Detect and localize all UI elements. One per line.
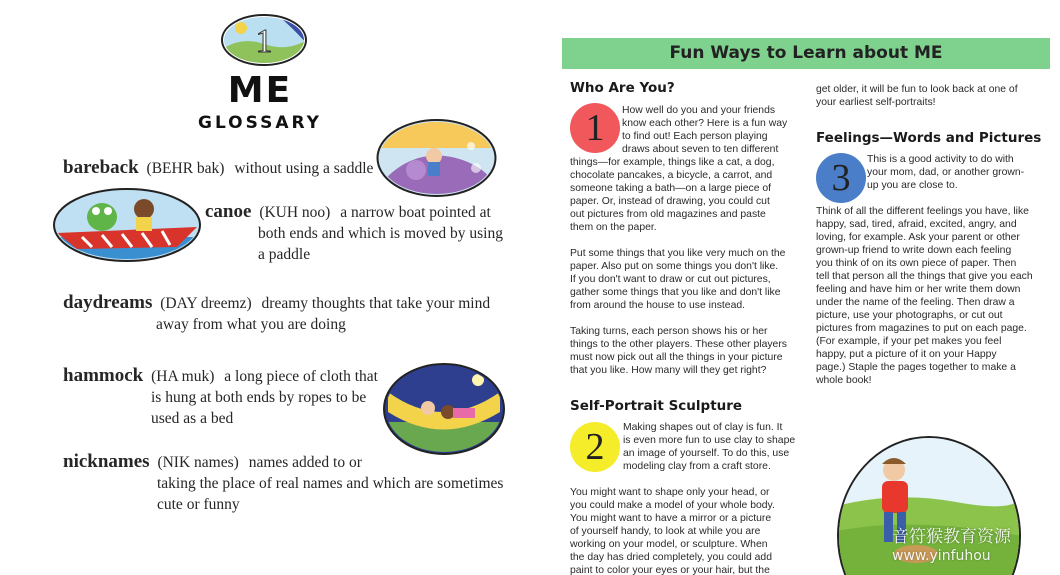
paragraph-line: your mom, dad, or another grown- bbox=[867, 167, 1025, 178]
paragraph-line: happy, put a picture of it on your Happy bbox=[816, 349, 997, 360]
glossary-term: nicknames bbox=[63, 451, 150, 472]
glossary-term: daydreams bbox=[63, 292, 153, 313]
glossary-definition: away from what you are doing bbox=[156, 316, 346, 333]
section-1-body bbox=[570, 156, 798, 377]
glossary-definition: without using a saddle bbox=[234, 160, 374, 177]
step-number-2: 2 bbox=[570, 422, 620, 472]
paragraph-line: working on your model, or sculpture. When bbox=[570, 539, 768, 550]
section-2-body bbox=[570, 486, 798, 575]
glossary-pronunciation: (KUH noo) bbox=[259, 204, 331, 221]
paragraph-line: page.) Staple the pages together to make a bbox=[816, 362, 1016, 373]
paragraph-line: feeling and have him or her write them down bbox=[816, 284, 1021, 295]
section-1-intro bbox=[622, 104, 797, 156]
paragraph-line: You might want to shape only your head, or bbox=[570, 487, 770, 498]
paragraph-line: from around the house to use instead. bbox=[570, 300, 746, 311]
paragraph-line: grown-up friend to write down each feeling bbox=[816, 245, 1012, 256]
glossary-heading: GLOSSARY bbox=[198, 113, 322, 133]
glossary-definition: cute or funny bbox=[157, 496, 240, 513]
paragraph-line: the day has dried completely, you could add bbox=[570, 552, 772, 563]
glossary-definition: a long piece of cloth that bbox=[224, 368, 378, 385]
canoe-illustration bbox=[52, 187, 202, 263]
section-title: Feelings—Words and Pictures bbox=[816, 130, 1042, 146]
section-feelings bbox=[816, 132, 1046, 145]
paragraph-line: that you like. How many will they get right? bbox=[570, 365, 767, 376]
paragraph-line: paper. Also put on some things you don't like. bbox=[570, 261, 779, 272]
glossary-definition: taking the place of real names and which are sometimes bbox=[157, 475, 504, 492]
glossary-entry-daydreams bbox=[63, 292, 523, 335]
glossary-pronunciation: (DAY dreemz) bbox=[160, 295, 252, 312]
glossary-page-title: ME bbox=[227, 70, 293, 111]
paragraph-line: If you don't want to draw or cut out pictures, bbox=[570, 274, 771, 285]
paragraph-line: up you are close to. bbox=[867, 180, 958, 191]
paragraph-line: paper. Or, instead of drawing, you could cut bbox=[570, 196, 770, 207]
paragraph-line: of yourself handy, to look at while you are bbox=[570, 526, 761, 537]
paragraph-line: chocolate pancakes, a bicycle, a carrot, and bbox=[570, 170, 773, 181]
right-page bbox=[530, 0, 1060, 575]
glossary-entry-hammock bbox=[63, 365, 393, 429]
glossary-entry-canoe bbox=[205, 201, 525, 265]
paragraph-line: Making shapes out of clay is fun. It bbox=[623, 422, 783, 433]
glossary-term: bareback bbox=[63, 157, 139, 178]
step-number-1: 1 bbox=[570, 103, 620, 153]
section-title: Who Are You? bbox=[570, 80, 675, 96]
paragraph-line: Think of all the different feelings you have, like bbox=[816, 206, 1029, 217]
paragraph-line: This is a good activity to do with bbox=[867, 154, 1014, 165]
glossary-pronunciation: (NIK names) bbox=[157, 454, 239, 471]
glossary-definition: names added to or bbox=[248, 454, 362, 471]
paragraph-line: is even more fun to use clay to shape bbox=[623, 435, 796, 446]
paragraph-line: gather some things that you like and don't like bbox=[570, 287, 781, 298]
glossary-definition: used as a bed bbox=[151, 410, 234, 427]
paragraph-line: whole book! bbox=[816, 375, 872, 386]
paragraph-line: paint to color your eyes or your hair, but the bbox=[570, 565, 770, 575]
paragraph-line: an image of yourself. To do this, use bbox=[623, 448, 790, 459]
section-3-body bbox=[816, 205, 1050, 387]
section-self-portrait-sculpture bbox=[570, 400, 795, 413]
paragraph-line: under the name of the feeling. Then draw a bbox=[816, 297, 1015, 308]
watermark-text: 音符猴教育资源 bbox=[892, 527, 1011, 547]
paragraph-line: How well do you and your friends bbox=[622, 105, 776, 116]
activities-header-title: Fun Ways to Learn about ME bbox=[669, 43, 943, 63]
paragraph-line: things—for example, things like a cat, a dog, bbox=[570, 157, 775, 168]
section-title: Self-Portrait Sculpture bbox=[570, 398, 743, 414]
glossary-definition: a narrow boat pointed at bbox=[340, 204, 491, 221]
boy-on-elephant-illustration bbox=[376, 118, 497, 198]
paragraph-line: someone taking a bath—on a large piece of bbox=[570, 183, 772, 194]
section-2-continuation bbox=[816, 83, 1046, 109]
section-3-intro bbox=[867, 153, 1047, 192]
glossary-definition: both ends and which is moved by using bbox=[258, 225, 503, 242]
glossary-term: canoe bbox=[205, 201, 252, 222]
paragraph-line: your earliest self-portraits! bbox=[816, 97, 936, 108]
section-who-are-you bbox=[570, 82, 795, 95]
paragraph-line: happy, sad, tired, afraid, excited, angry, and bbox=[816, 219, 1017, 230]
section-2-intro bbox=[623, 421, 798, 473]
paragraph-line: them on the paper. bbox=[570, 222, 657, 233]
glossary-term: hammock bbox=[63, 365, 144, 386]
glossary-pronunciation: (BEHR bak) bbox=[146, 160, 225, 177]
step-number-3: 3 bbox=[816, 153, 866, 203]
paragraph-line: get older, it will be fun to look back at one of bbox=[816, 84, 1018, 95]
glossary-entry-bareback bbox=[63, 157, 383, 179]
paragraph-line: (For example, if your pet makes you feel bbox=[816, 336, 1002, 347]
paragraph-line: modeling clay from a craft store. bbox=[623, 461, 771, 472]
glossary-entry-nicknames bbox=[63, 451, 523, 515]
paragraph-line: draws about seven to ten different bbox=[622, 144, 779, 155]
paragraph-line: You might want to have a mirror or a picture bbox=[570, 513, 772, 524]
glossary-pronunciation: (HA muk) bbox=[151, 368, 215, 385]
chapter-number: 1 bbox=[255, 23, 273, 60]
paragraph-line: Taking turns, each person shows his or her bbox=[570, 326, 768, 337]
paragraph-line: you could make a model of your whole body. bbox=[570, 500, 775, 511]
glossary-definition: a paddle bbox=[258, 246, 311, 263]
paragraph-line: pictures from magazines to put on each page. bbox=[816, 323, 1027, 334]
glossary-definition: is hung at both ends by ropes to be bbox=[151, 389, 367, 406]
paragraph-line: picture, use your photographs, or cut out bbox=[816, 310, 1003, 321]
paragraph-line: you think of on its own piece of paper. Then bbox=[816, 258, 1017, 269]
paragraph-line: must now pick out all the things in your picture bbox=[570, 352, 783, 363]
paragraph-line: Put some things that you like very much on the bbox=[570, 248, 786, 259]
paragraph-line: out pictures from old magazines and paste bbox=[570, 209, 766, 220]
paragraph-line: to find out! Each person playing bbox=[622, 131, 768, 142]
paragraph-line: know each other? Here is a fun way bbox=[622, 118, 788, 129]
paragraph-line: things to the other players. These other players bbox=[570, 339, 787, 350]
paragraph-line: tell that person all the things that give you each bbox=[816, 271, 1033, 282]
hammock-illustration bbox=[383, 362, 505, 456]
watermark-url: www.yinfuhou bbox=[892, 548, 991, 564]
activities-header-band bbox=[562, 38, 1050, 69]
paragraph-line: loving, for example. Ask your parent or other bbox=[816, 232, 1020, 243]
chapter-badge bbox=[221, 14, 307, 66]
glossary-definition: dreamy thoughts that take your mind bbox=[261, 295, 491, 312]
